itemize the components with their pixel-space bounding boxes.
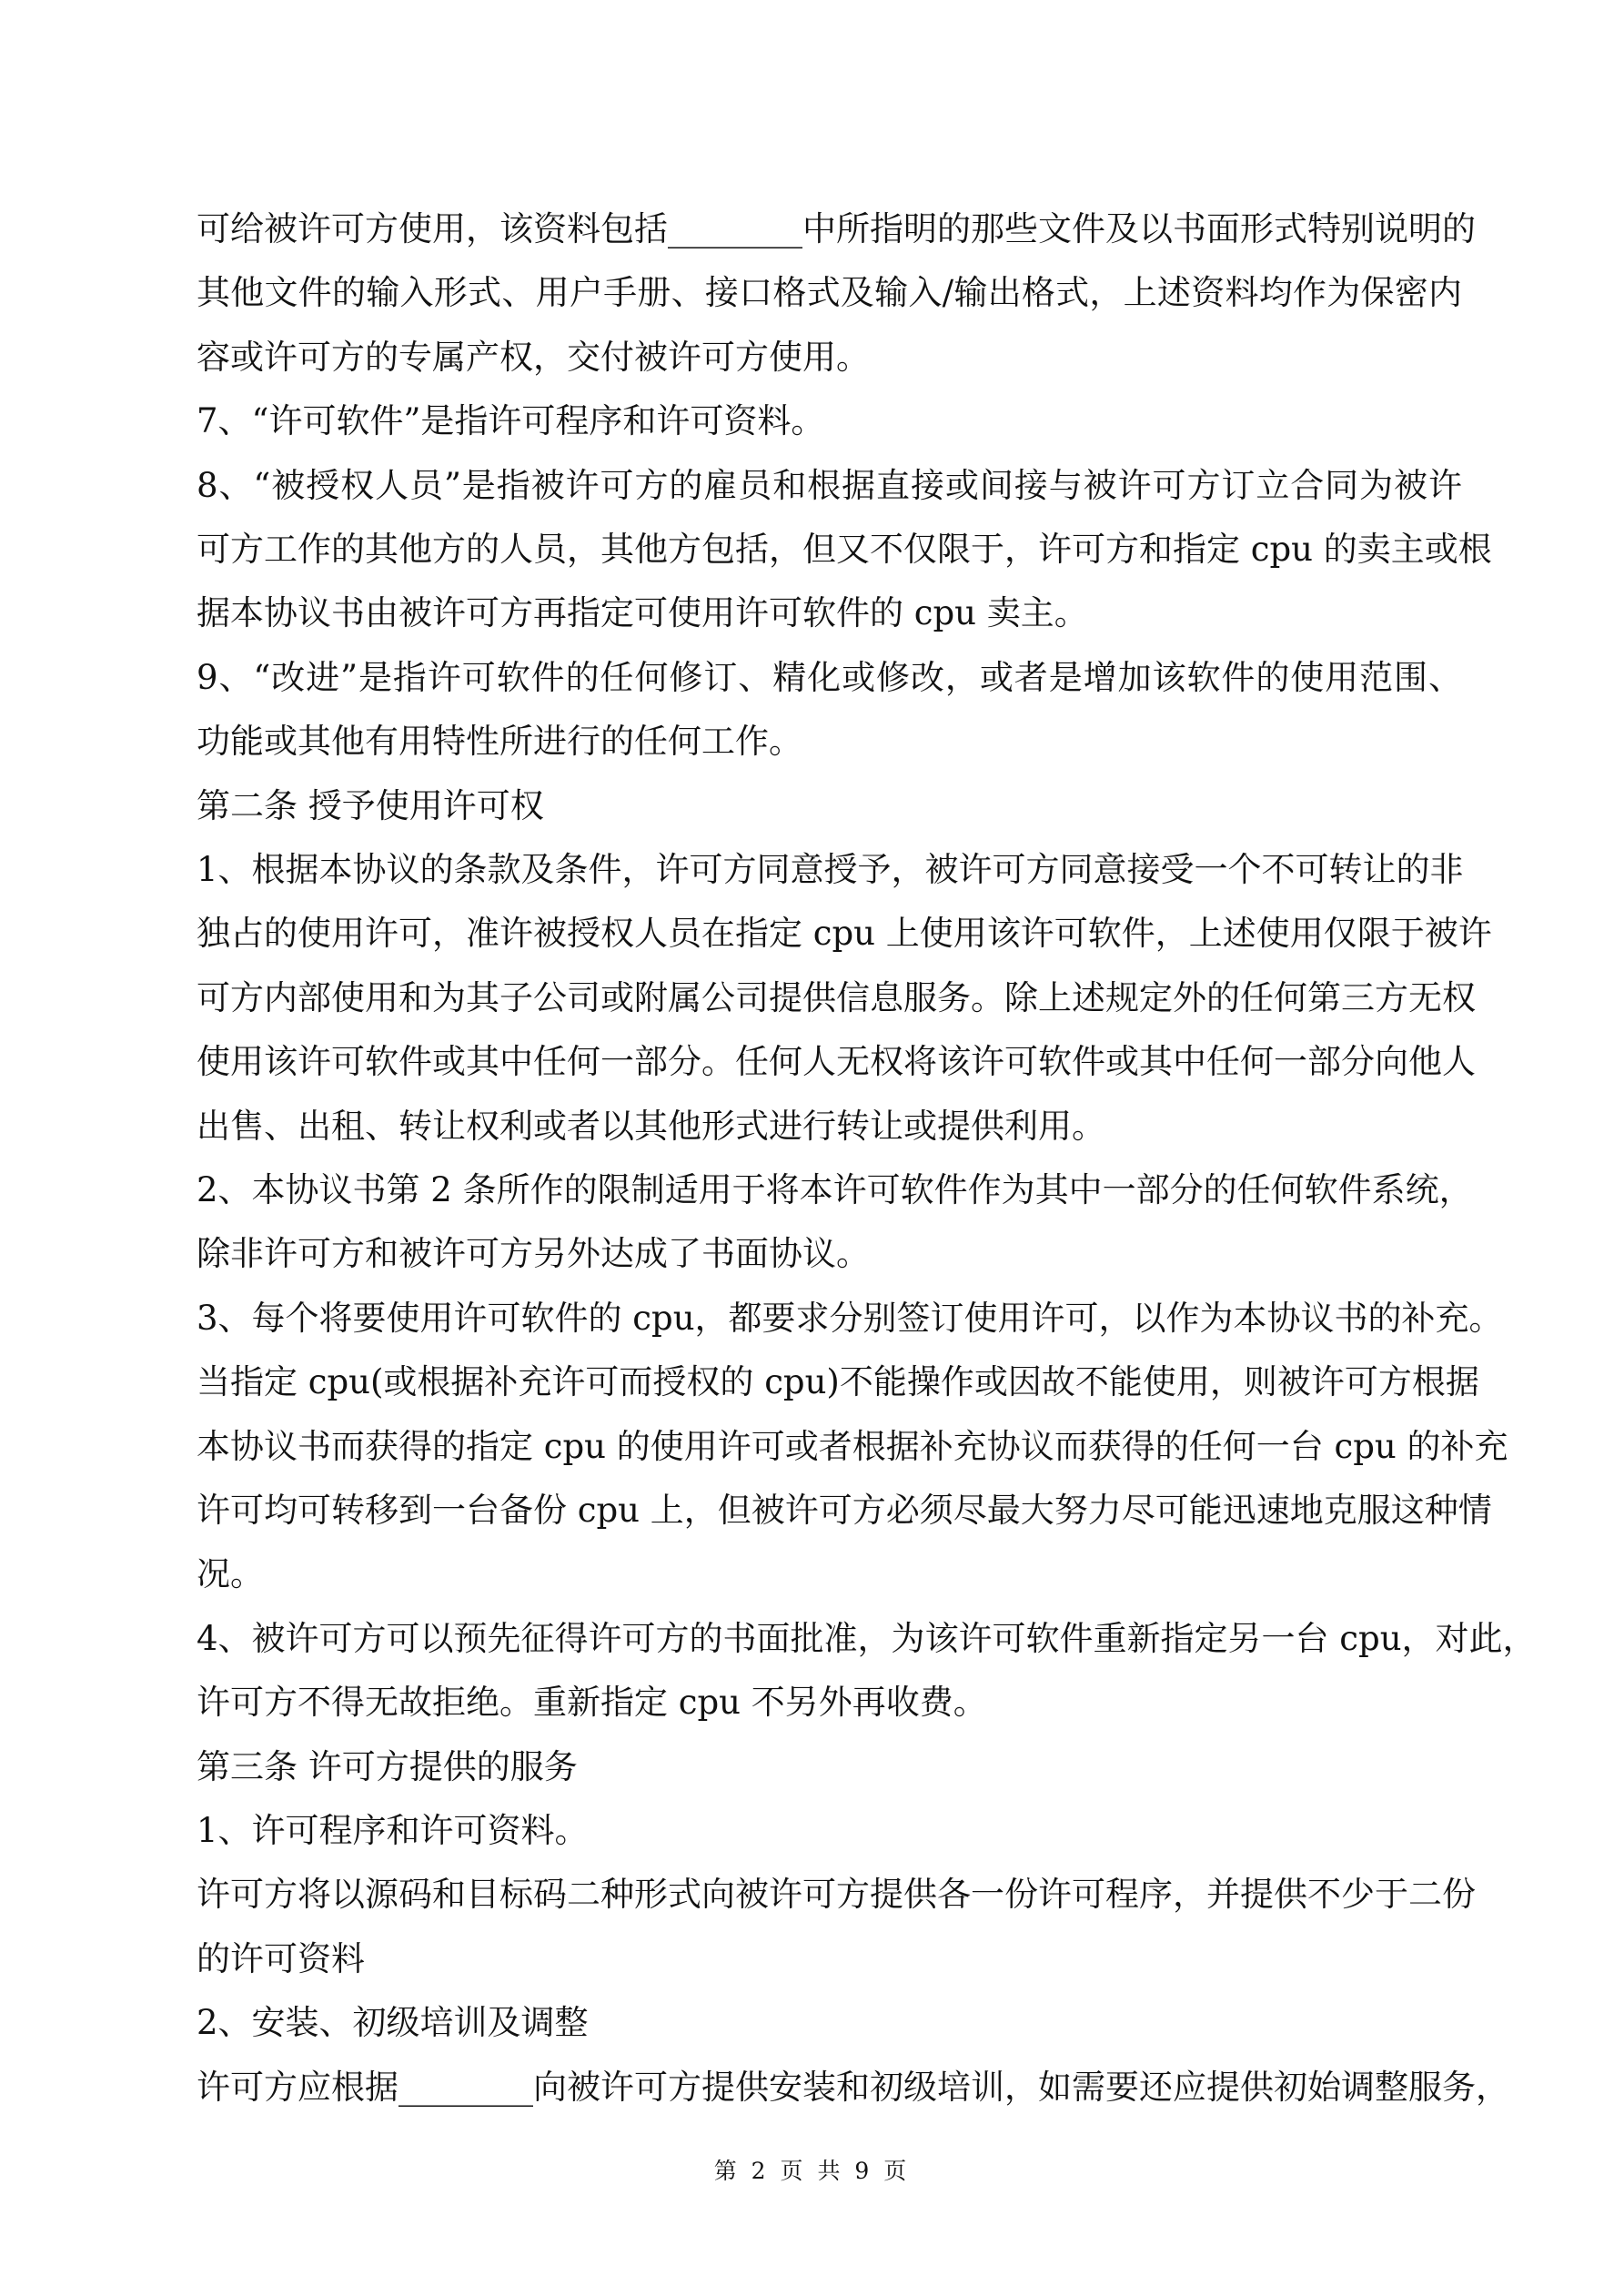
text-line: 9、“改进”是指许可软件的任何修订、精化或修改，或者是增加该软件的使用范围、 — [197, 657, 1462, 697]
text-line: 可方内部使用和为其子公司或附属公司提供信息服务。除上述规定外的任何第三方无权 — [197, 977, 1476, 1017]
text-line: 其他文件的输入形式、用户手册、接口格式及输入/输出格式，上述资料均作为保密内 — [197, 273, 1462, 313]
text-line: 第二条 授予使用许可权 — [197, 785, 544, 825]
text-line: 2、本协议书第 2 条所作的限制适用于将本许可软件作为其中一部分的任何软件系统， — [197, 1170, 1473, 1209]
text-line: 本协议书而获得的指定 cpu 的使用许可或者根据补充协议而获得的任何一台 cpu 的补充 — [197, 1426, 1508, 1466]
text-line: 许可方将以源码和目标码二种形式向被许可方提供各一份许可程序，并提供不少于二份 — [197, 1875, 1476, 1915]
text-line: 容或许可方的专属产权，交付被许可方使用。 — [197, 337, 870, 377]
text-line: 第三条 许可方提供的服务 — [197, 1746, 578, 1786]
text-line: 独占的使用许可，准许被授权人员在指定 cpu 上使用该许可软件，上述使用仅限于被许 — [197, 914, 1492, 954]
text-line: 2、安装、初级培训及调整 — [197, 2003, 589, 2043]
text-line: 除非许可方和被许可方另外达成了书面协议。 — [197, 1234, 870, 1274]
text-line: 可方工作的其他方的人员，其他方包括，但又不仅限于，许可方和指定 cpu 的卖主或根 — [197, 530, 1492, 569]
text-line: 7、“许可软件”是指许可程序和许可资料。 — [197, 401, 825, 441]
text-line: 1、根据本协议的条款及条件，许可方同意授予，被许可方同意接受一个不可转让的非 — [197, 850, 1464, 889]
text-line: 8、“被授权人员”是指被许可方的雇员和根据直接或间接与被许可方订立合同为被许 — [197, 465, 1462, 505]
text-line: 功能或其他有用特性所进行的任何工作。 — [197, 722, 802, 762]
text-line: 使用该许可软件或其中任何一部分。任何人无权将该许可软件或其中任何一部分向他人 — [197, 1042, 1476, 1082]
text-line: 3、每个将要使用许可软件的 cpu，都要求分别签订使用许可，以作为本协议书的补充。 — [197, 1298, 1503, 1338]
text-line: 可给被许可方使用，该资料包括________中所指明的那些文件及以书面形式特别说明的 — [197, 209, 1476, 248]
text-line: 据本协议书由被许可方再指定可使用许可软件的 cpu 卖主。 — [197, 593, 1088, 633]
text-line: 许可方不得无故拒绝。重新指定 cpu 不另外再收费。 — [197, 1683, 987, 1723]
page-footer: 第 2 页 共 9 页 — [713, 2158, 911, 2184]
text-line: 许可方应根据________向被许可方提供安装和初级培训，如需要还应提供初始调整服务， — [197, 2067, 1509, 2107]
text-line: 4、被许可方可以预先征得许可方的书面批准，为该许可软件重新指定另一台 cpu，对此， — [197, 1618, 1537, 1658]
text-line: 况。 — [197, 1554, 264, 1594]
text-line: 许可均可转移到一台备份 cpu 上，但被许可方必须尽最大努力尽可能迅速地克服这种情 — [197, 1491, 1492, 1530]
text-line: 出售、出租、转让权利或者以其他形式进行转让或提供利用。 — [197, 1106, 1105, 1146]
text-line: 1、许可程序和许可资料。 — [197, 1811, 589, 1850]
text-line: 当指定 cpu(或根据补充许可而授权的 cpu)不能操作或因故不能使用，则被许可方根据 — [197, 1362, 1479, 1402]
text-line: 的许可资料 — [197, 1938, 365, 1978]
